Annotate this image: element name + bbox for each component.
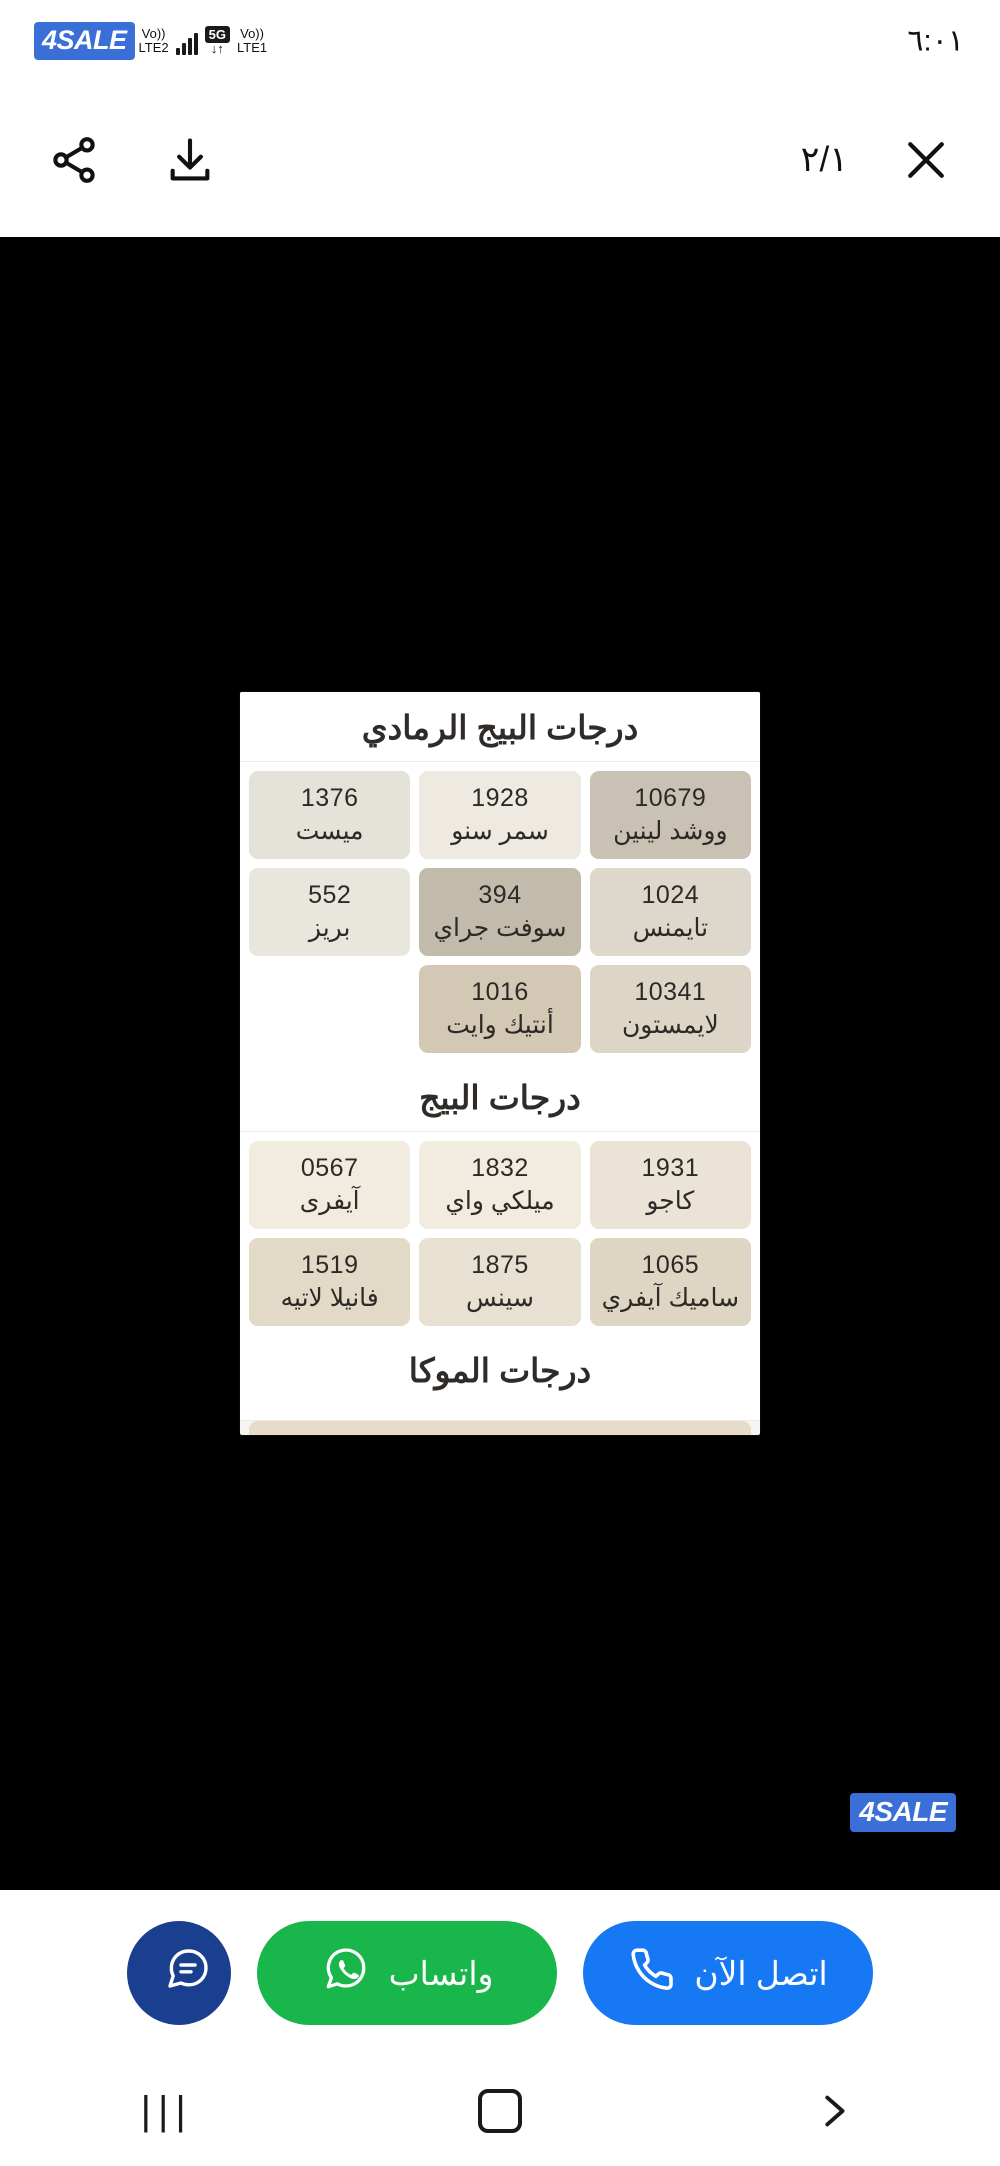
section-title-mocha: درجات الموكا <box>240 1335 760 1421</box>
phone-icon <box>628 1945 676 2001</box>
status-bar <box>0 0 1000 82</box>
color-swatch <box>249 1238 410 1326</box>
signal-bars-icon <box>176 31 198 55</box>
color-chart-image <box>240 692 760 1435</box>
swatch-code: 10341 <box>634 978 707 1006</box>
swatch-name: بريز <box>308 914 351 942</box>
whatsapp-button-label: واتساب <box>388 1954 494 1992</box>
contact-action-bar <box>0 1890 1000 2056</box>
swatch-name: سمر سنو <box>451 817 549 845</box>
image-viewer[interactable] <box>0 237 1000 1890</box>
swatch-name: لايمستون <box>621 1011 719 1039</box>
sim2-voice-label: Vo)) <box>240 26 264 42</box>
swatch-name: ساميك آيفري <box>601 1284 740 1312</box>
signal-group <box>139 27 268 54</box>
chat-button[interactable] <box>127 1921 231 2025</box>
swatch-name: ووشد لينين <box>613 817 728 845</box>
color-swatch <box>249 1141 410 1229</box>
color-swatch <box>590 965 751 1053</box>
color-swatch <box>419 868 580 956</box>
swatch-name: ميلكي واي <box>445 1187 555 1215</box>
color-swatch <box>419 1141 580 1229</box>
swatch-code: 394 <box>478 881 522 909</box>
swatch-code: 1928 <box>471 784 529 812</box>
swatch-code: 10679 <box>634 784 707 812</box>
call-button[interactable] <box>583 1921 873 2025</box>
swatch-row <box>240 965 760 1062</box>
data-arrows-icon: ↓↑ <box>210 40 224 56</box>
page-counter: ٢/١ <box>800 139 848 179</box>
color-swatch <box>419 1238 580 1326</box>
whatsapp-button[interactable] <box>257 1921 557 2025</box>
color-swatch <box>249 771 410 859</box>
color-swatch <box>419 965 580 1053</box>
color-swatch <box>590 771 751 859</box>
chevron-right-icon <box>810 2088 856 2134</box>
system-nav-bar <box>0 2056 1000 2166</box>
swatch-name: أنتيك وايت <box>446 1011 554 1039</box>
swatch-row-cutoff <box>249 1421 751 1435</box>
color-swatch <box>590 1238 751 1326</box>
swatch-name: فانيلا لاتيه <box>280 1284 379 1312</box>
close-icon[interactable] <box>894 128 958 192</box>
swatch-name: آيفرى <box>299 1187 360 1215</box>
share-icon[interactable] <box>42 128 106 192</box>
download-icon[interactable] <box>158 128 222 192</box>
toolbar-left-group <box>42 128 222 192</box>
swatch-code: 1931 <box>641 1154 700 1182</box>
sim1-net-label: LTE2 <box>138 40 169 55</box>
recents-button[interactable]: ||| <box>140 2088 193 2133</box>
sim2-tag-badge: 5G <box>205 26 230 43</box>
watermark-logo: 4SALE <box>850 1793 956 1832</box>
swatch-code: 1016 <box>471 978 529 1006</box>
swatch-row <box>240 762 760 868</box>
swatch-code: 1832 <box>471 1154 529 1182</box>
sim2-indicator <box>205 28 230 55</box>
swatch-code: 1024 <box>641 881 700 909</box>
swatch-code: 0567 <box>300 1154 359 1182</box>
toolbar-right-group <box>801 128 958 192</box>
viewer-toolbar <box>0 82 1000 237</box>
swatch-code: 1875 <box>471 1251 529 1279</box>
sim1-voice-label: Vo)) <box>141 26 166 42</box>
swatch-row <box>240 1132 760 1238</box>
swatch-row <box>240 1238 760 1335</box>
swatch-name: سينس <box>466 1284 534 1312</box>
swatch-name: ميست <box>295 817 364 845</box>
sim2-net-label: LTE1 <box>236 40 268 55</box>
swatch-name: تايمنس <box>632 914 709 942</box>
color-swatch <box>590 1141 751 1229</box>
swatch-code: 1519 <box>300 1251 359 1279</box>
swatch-code: 1376 <box>300 784 359 812</box>
swatch-code: 552 <box>308 881 352 909</box>
section-title-gray-beige: درجات البيج الرمادي <box>240 692 760 762</box>
color-swatch <box>419 771 580 859</box>
home-button[interactable] <box>440 2076 560 2146</box>
sim2-net-indicator <box>237 27 267 54</box>
chat-icon <box>164 1945 212 2001</box>
back-button[interactable] <box>773 2076 893 2146</box>
color-swatch <box>249 868 410 956</box>
carrier-badge: 4SALE <box>34 22 135 60</box>
section-title-beige: درجات البيج <box>240 1062 760 1132</box>
swatch-code: 1065 <box>641 1251 700 1279</box>
swatch-name: كاجو <box>646 1187 695 1215</box>
color-swatch <box>590 868 751 956</box>
sim1-indicator <box>139 27 169 54</box>
status-clock: ٦:٠١ <box>907 24 964 58</box>
swatch-row <box>240 868 760 965</box>
swatch-name: سوفت جراي <box>433 914 567 942</box>
color-swatch-placeholder <box>249 965 410 1053</box>
home-icon <box>478 2089 522 2133</box>
status-left-group <box>34 22 267 60</box>
whatsapp-icon <box>321 1944 371 2002</box>
call-button-label: اتصل الآن <box>694 1954 828 1992</box>
